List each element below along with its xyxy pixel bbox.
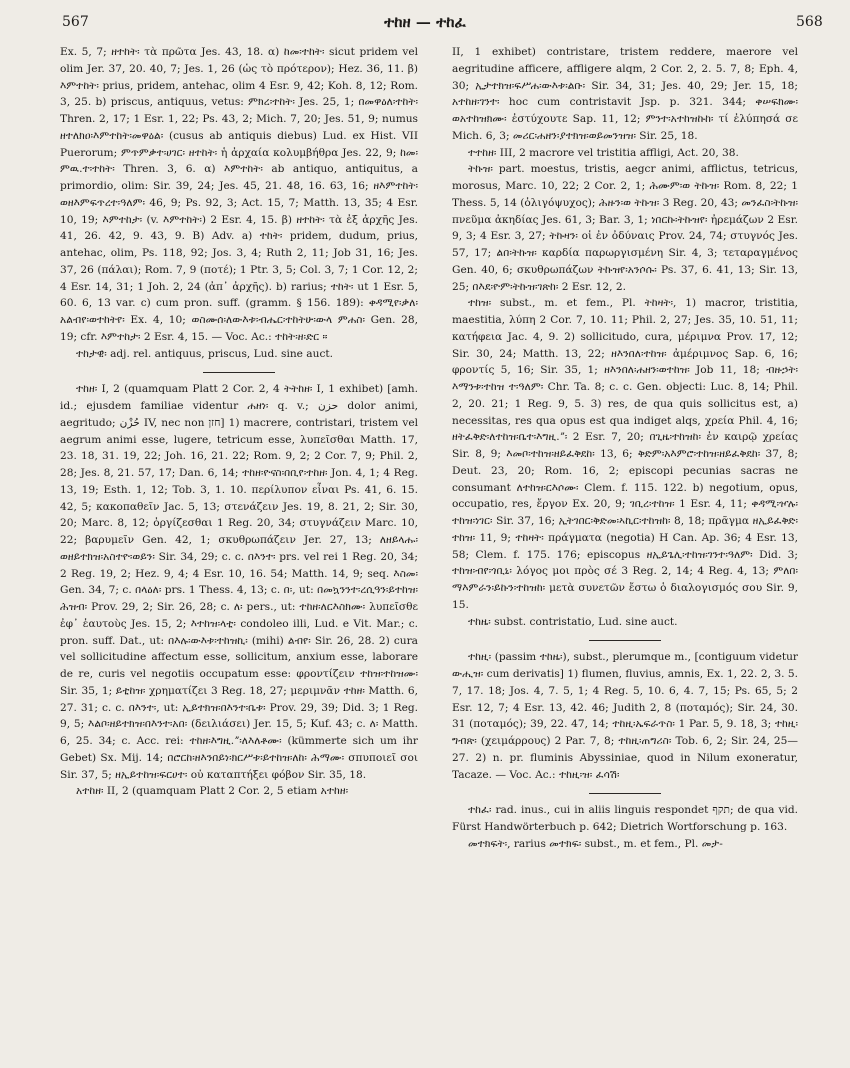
entry-paragraph: ተተከዘ፡ III, 2 macrore vel tristitia affligi, Act. 20, 38. xyxy=(468,146,739,159)
page-number-left: 567 xyxy=(62,14,89,30)
entry-paragraph: ተከዜ፡ subst. contristatio, Lud. sine auct. xyxy=(468,615,678,628)
entry-paragraph: አተከዘ፡ II, 2 (quamquam Platt 2 Cor. 2, 5 etiam አተከዘ፡ xyxy=(76,785,349,798)
entry-paragraph: ተከዘ፡ I, 2 (quamquam Platt 2 Cor. 2, 4 ትትከዘ፡ I, 1 exhibet) [amh. id.; ejusdem familiae videntur ሐዘነ፡ q. v.; حزن dolor animi, aegritudo; حُزْن IV, nec non חזן] 1) macrere, contristari, tristem vel aegrum animi esse, lugere, tetricum esse, λυπεῖσθαι Matth. 17, 23. 18, 31. 19, 22; Joh. 16, 21. 22; Rom. 9, 2; 2 Cor. 7, 9; Phil. 2, 28; Jes. 8, 21. 57, 17; Dan. 6, 14; ተከዘ፡ዮናስ፡በቢየ፡ተከዘ፡ Jon. 4, 1; 4 Reg. 13, 19; Esth. 1, 12; Tob. 3, 1. 10. περίλυπον εἶναι Ps. 41, 6. 15. 42, 5; κακοπαθεῖν Jac. 5, 13; στενάζειν Jes. 19, 8. 21, 2; Sir. 30, 20; Marc. 8, 12; ὀργίζεσθαι 1 Reg. 20, 34; στυγνάζειν Marc. 10, 22; βαρυμεῖν Gen. 42, 1; σκυθρωπάζειν Jer. 27, 13; ለዘይላሑ፡ወዘይተክዝ፡አስተዮ፡ወይን፡ Sir. 34, 29; c. c. በእንተ፡ prs. vel rei 1 Reg. 20, 34; 2 Reg. 19, 2; Hez. 9, 4; 4 Esr. 10, 16. 54; Matth. 14, 9; seq. እስመ፡ Gen. 34, 7; c. በላዕለ፡ prs. 1 Thess. 4, 13; c. በ፡, ut: በመኳንንተ፡ረሲዓን፡ይተከዝ፡ሕዝብ፡ Prov. 29, 2; Sir. 26, 28; c. ለ፡ pers., ut: ተከዘ፡ለርእስክሙ፡ λυπεῖσθε ἐφ᾽ ἑαυτοὺς Jes. 15, 2; እተከዝ፡ላቲ፡ condoleo illi, Lud. e Vit. Mar.; c. pron. suff. Dat., ut: በእሉ፡ውእቱ፡ተከዝኪ፡ (mihi) ልብየ፡ Sir. 26, 28. 2) cura vel sollicitudine affectum esse, sollicitum, anxium esse, laborare de re, curis vel negotiis occupatum esse: φροντίζειν ተከዝ፡ተከዝሙ፡ Sir. 35, 1; ይቲከዝ፡ χρηματίζει 3 Reg. 18, 27; μεριμνᾶν ተከዘ፡ Matth. 6, 27. 31; c. c. በእንተ፡, ut: ኢይተክዝ፡በእንተ፡ቤቱ፡ Prov. 29, 39; Did. 3; 1 Reg. 9, 5; እልቦ፡ዘይተክዝ፡በእንተ፡አበ፡ (δειλιάσει) Jer. 15, 5; Kuf. 43; c. ለ፡ Matth. 6, 25. 34; c. Acc. rei: ተከዘ፡እግዚ.ˮ፡ለእለቶሙ፡ (kümmerte sich um ihr Gebet) Sx. Mij. 14; በሮርከ፡ዘእንበይነ፡ክርሥቱ፡ይተከዝ፡ለከ፡ ሕማሙ፡ σπυποιεῖ σοι Sir. 37, 5; ዘኢይተከዝ፡ፍርሀተ፡ οὐ καταπτήξει φόβον Sir. 35, 18. xyxy=(60,383,418,781)
entry-paragraph: ተከዚ፡ (passim ተከዜ፡), subst., plerumque m., [contiguum videtur ውሒዝ፡ cum derivatis] 1) flumen, fluvius, amnis, Ex. 1, 22. 2, 3. 5. 7, 17. 18; Jos. 4, 7. 5, 1; 4 Reg. 5, 10. 6, 4. 7, 15; Ps. 65, 5; 2 Esr. 12, 7; 4 Esr. 13, 42. 46; Judith 2, 8 (ποταμός); Sir. 24, 30. 31 (ποταμός); 39, 22. 47, 14; ተከዚ፡ኤፍራጥስ፡ 1 Par. 5, 9. 18, 3; ተከዚ፡ግብጽ፡ (χειμάρρους) 2 Par. 7, 8; ተከዚ፡ጠግሪስ፡ Tob. 6, 2; Sir. 24, 25—27. 2) n. pr. fluminis Abyssiniae, quod in Nilum exoneratur, Tacaze. — Voc. Ac.: ተከዚ፡ዝ፡ ፈሳሽ፡ xyxy=(452,651,798,781)
entry-paragraph: ተከፈ፡ rad. inus., cui in aliis linguis respondet תקף; de qua vid. Fürst Handwörterbuch p. 642; Dietrich Wortforschung p. 163. xyxy=(452,804,798,833)
entry-paragraph: ተከዝ፡ subst., m. et fem., Pl. ትከዛት፡, 1) macror, tristitia, maestitia, λύπη 2 Cor. 7, 10. 11; Phil. 2, 27; Jes. 35, 10. 51, 11; κατήφεια Jac. 4, 9. 2) sollicitudo, cura, μέριμνα Prov. 17, 12; Sir. 30, 24; Matth. 13, 22; ዘእንበለ፡ተከዝ፡ ἀμέριμνος Sap. 6, 16; φροντίς 5, 16; Sir. 35, 1; ዘእንበለ፡ሐዘን፡ወተከዝ፡ Job 11, 18; ብዙኃት፡እማንቱ፡ተከዝ ተ፡ዓለም፡ Chr. Ta. 8; c. c. Gen. objecti: Luc. 8, 14; Phil. 2, 20. 21; 1 Reg. 9, 5. 3) res, de qua quis sollicitus est, a) necessitas, res qua opus est qua indiget alqs, χρεία Phil. 4, 16; ዘትፈቅድ፡ለተከዝ፡ቤተ፡እግዚ.ˮ፡ 2 Esr. 7, 20; በጊዜ፡ተከዝከ፡ ἐν καιρῷ χρείας Sir. 8, 9; እመቦ፡ተከዝ፡ዘይፈቅደከ፡ 13, 6; ቅድም፡አእምሮ፡ተከዝ፡ዘይፈቅደከ፡ 37, 8; Deut. 23, 20; Rom. 16, 2; episcopi pecunias sacras ne consumant ለተከዝ፡ርእሶሙ፡ Clem. f. 115. 122. b) negotium, opus, occupatio, res, ἔργον Ex. 20, 9; ገቢረ፡ተከዝ፡ 1 Esr. 4, 11; ቀዳሚ፡ዦሉ፡ተከዝ፡ነገር፡ Sir. 37, 16; ኢትገበር፡ቅድመ፡ኣኪር፡ተከዝከ፡ 8, 18; πρᾶγμα ዘኢይፈቅድ፡ተከዝ፡ 11, 9; ተከዛት፡ πράγματα (negotia) H Can. Ap. 36; 4 Esr. 13, 58; Clem. f. 175. 176; episcopus ዘኢይጌሊ፡ተከዝ፡ገንተ፡ዓለም፡ Did. 3; ተከዝ፡ብየ፡ጎቢኒ፡ λόγος μοι πρὸς σέ 3 Reg. 2, 14; 4 Reg. 4, 13; ምለበ፡ማእምራን፡ይኩን፡ተከዝከ፡ μετὰ συνετῶν ἔστω ὁ διαλογισμός σου Sir. 9, 15. xyxy=(452,297,798,611)
entry-paragraph: መተክፍት፡, rarius መተክፍ፡ subst., m. et fem., Pl. መታ- xyxy=(468,837,723,850)
running-head xyxy=(0,12,850,36)
entry-continuation: II, 1 exhibet) contristare, tristem reddere, maerore vel aegritudine afficere, affligere alqm, 2 Cor. 2, 2. 5. 7, 8; Eph. 4, 30; ኢታተክዝ፡ፍሥሐ፡ውእቱ፡ልቡ፡ Sir. 34, 31; Jes. 40, 29; Jer. 15, 18; አተከዘ፡ገንተ፡ hoc cum contristavit Jsp. p. 321. 344; ቀሠፍክሙ፡ወአተከዝክሙ፡ ἐστύχουτε Sap. 11, 12; ምንተ፡አተከዝኩከ፡ τί ἐλύπησά σε Mich. 6, 3; መሪር፡ሐዘን፡ያተክዝ፡ወይመንዝዝ፡ Sir. 25, 18. xyxy=(452,46,798,142)
entry-separator xyxy=(589,640,661,641)
right-column xyxy=(452,44,798,1060)
entry-continuation: Ex. 5, 7; ዘተከት፡ τὰ πρῶτα Jes. 43, 18. α) ከመ፡ተከት፡ sicut pridem vel olim Jer. 37, 20. 40, 7; Jes. 1, 26 (ὡς τὸ πρότερον); Hez. 36, 11. β) እምተከት፡ prius, pridem, antehac, olim 4 Esr. 9, 42; Koh. 8, 12; Rom. 3, 25. b) priscus, antiquus, vetus: ምክረ፡ተከት፡ Jes. 25, 1; በመዋዕለ፡ተከት፡ Thren. 2, 17; 1 Esr. 1, 22; Ps. 43, 2; Mich. 7, 20; Jes. 51, 9; numus ዘተለክዐ፡እምተከት፡መዋዕል፡ (cusus ab antiquis diebus) Lud. ex Hist. VII Puerorum; ምጥምቃተ፡ሀገር፡ ዘተከት፡ ἡ ἀρχαία κολυμβήθρα Jes. 22, 9; ከመ፡ምዉ.ተ፡ተከት፡ Thren. 3, 6. α) እምተከት፡ ab antiquo, antiquitus, a primordio, olim: Sir. 39, 24; Jes. 45, 21. 48, 16. 63, 16; ዘእምተከት፡ወዘእምፍጥረተ፡ዓለም፡ 46, 9; Ps. 92, 3; Act. 15, 7; Matth. 13, 35; 4 Esr. 10, 19; እምተከታ፡ (v. እምተከት፡) 2 Esr. 4, 15. β) ዘተከት፡ τὰ ἐξ ἀρχῆς Jes. 41, 26. 42, 9. 43, 9. B) Adv. a) ተከት፡ pridem, dudum, prius, antehac, olim, Ps. 118, 92; Jos. 3, 4; Ruth 2, 11; Job 31, 16; Jes. 37, 26 (πάλαι); Rom. 7, 9 (ποτέ); 1 Ptr. 3, 5; Col. 3, 7; 1 Cor. 12, 2; 4 Esr. 14, 31; 1 Joh. 2, 24 (ἀπ᾽ ἀρχῆς). b) rarius; ተከት፡ ut 1 Esr. 5, 60. 6, 13 var. c) cum pron. suff. (gramm. § 156. 189): ቀዳሚየ፡ቃለ፡አልብየ፡ወተከትየ፡ Ex. 4, 10; ወስሙሰ፡ለውእቱ፡ብሔር፡ተከትሁ፡ውላ ምሐስ፡ Gen. 28, 19; cfr. እምተከታ፡ 2 Esr. 4, 15. — Voc. Ac.: ተከት፡ዘ፡ድር ። xyxy=(60,46,418,343)
page-number-right: 568 xyxy=(796,14,823,30)
left-column xyxy=(60,44,418,1060)
entry-separator xyxy=(203,372,275,373)
running-head-title: ተከዘ — ተከፈ xyxy=(384,13,466,31)
entry-paragraph: ተከታዊ፡ adj. rel. antiquus, priscus, Lud. sine auct. xyxy=(76,347,333,360)
entry-separator xyxy=(589,793,661,794)
entry-paragraph: ትኩዝ፡ part. moestus, tristis, aegcr animi, afflictus, tetricus, morosus, Marc. 10, 22; 2 Cor. 2, 1; ሕሙም፡ወ ትኩዝ፡ Rom. 8, 22; 1 Thess. 5, 14 (ὀλιγόψυχος); ሕዙን፡ወ ትኩዝ፡ 3 Reg. 20, 43; መንፈስ፡ትኩዝ፡ πνεῦμα ἀκηδίας Jes. 61, 3; Bar. 3, 1; ነበርኩ፡ትኩዝየ፡ ἠρεμάζων 2 Esr. 9, 3; 4 Esr. 3, 27; ትኩዛን፡ οἱ ἐν ὀδύναις Prov. 24, 74; στυγνός Jes. 57, 17; ልበ፡ትኩዝ፡ καρδία παρωργισμένη Sir. 4, 3; τεταραγμένος Gen. 40, 6; σκυθρωπάζων ትኩዝየ፡አንሶሱ፡ Ps. 37, 6. 41, 13; Sir. 13, 25; በእደ፡ዮም፡ትኩዝ፡ገጽከ፡ 2 Esr. 12, 2. xyxy=(452,163,798,293)
